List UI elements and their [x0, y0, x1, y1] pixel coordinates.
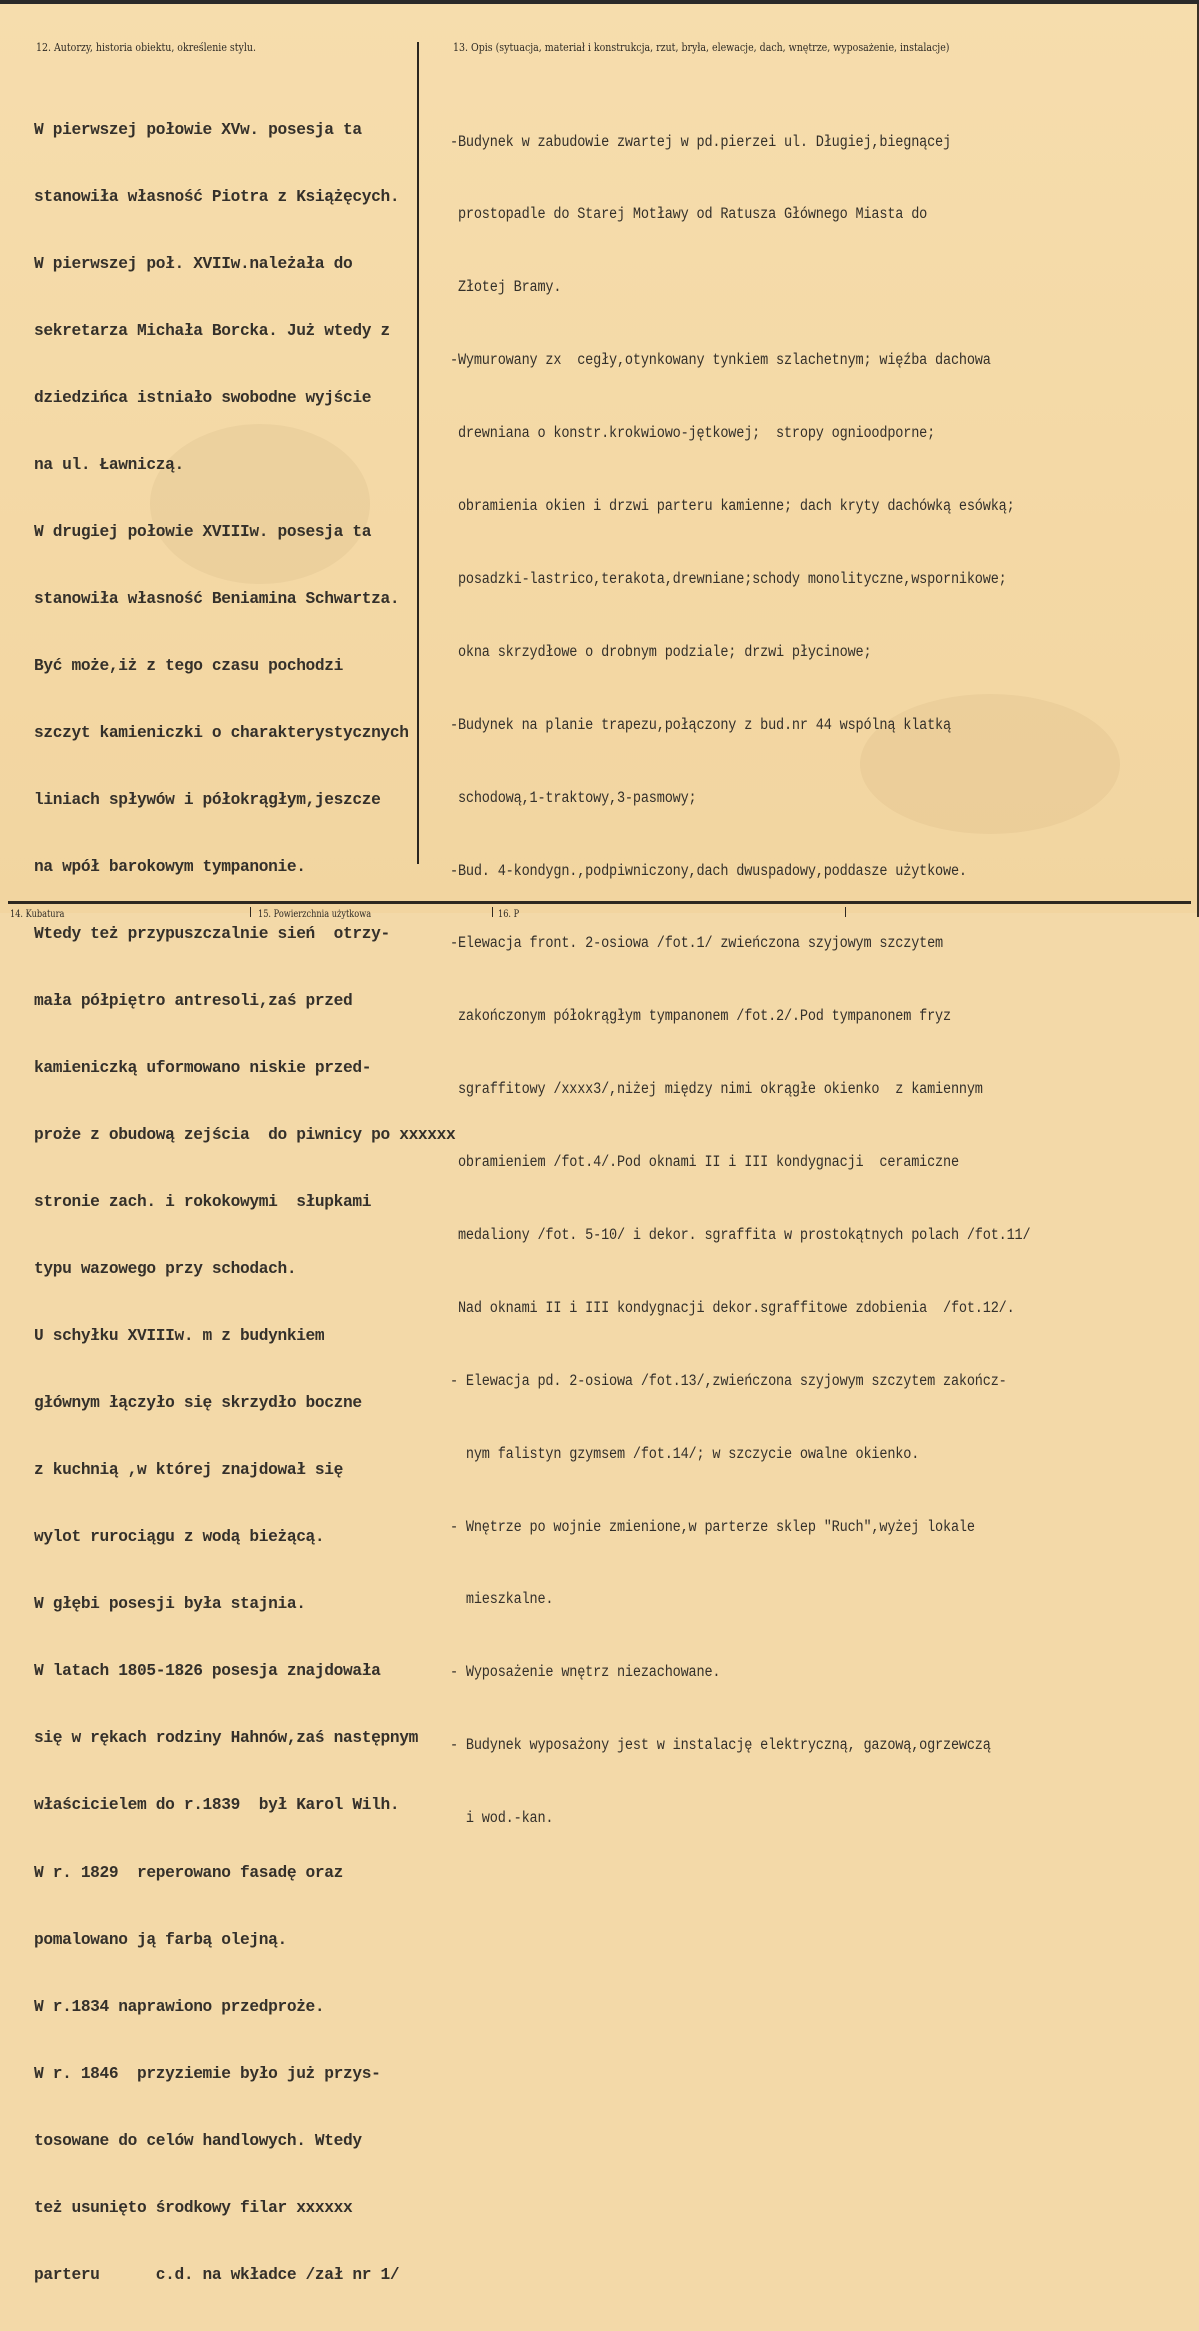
text-line: na wpół barokowym tympanonie. [34, 858, 306, 877]
text-line: W latach 1805-1826 posesja znajdowała [34, 1662, 381, 1681]
text-line: medaliony /fot. 5-10/ i dekor. sgraffita w prostokątnych polach /fot.11/ [450, 1225, 1031, 1244]
text-line: posadzki-lastrico,terakota,drewniane;schody monolityczne,wspornikowe; [450, 569, 1007, 588]
text-line: stronie zach. i rokokowymi słupkami [34, 1193, 372, 1212]
text-line: kamieniczką uformowano niskie przed- [34, 1059, 372, 1078]
text-line: pomalowano ją farbą olejną. [34, 1930, 287, 1949]
text-line: okna skrzydłowe o drobnym podziale; drzwi płycinowe; [450, 642, 872, 661]
text-line: - Elewacja pd. 2-osiowa /fot.13/,zwieńczona szyjowym szczytem zakończ- [450, 1371, 1007, 1390]
text-line: W r. 1829 reperowano fasadę oraz [34, 1863, 344, 1882]
text-line: się w rękach rodziny Hahnów,zaś następnym [34, 1729, 418, 1748]
text-line: stanowiła własność Piotra z Książęcych. [34, 187, 400, 206]
section-13-heading: 13. Opis (sytuacja, materiał i konstrukcja, rzut, bryła, elewacje, dach, wnętrze, wyposażenie, instalacje) [453, 40, 950, 54]
text-line: sgraffitowy /xxxx3/,niżej między nimi okrągłe okienko z kamiennym [450, 1080, 983, 1099]
bottom-column-divider [492, 907, 493, 917]
text-line: stanowiła własność Beniamina Schwartza. [34, 589, 400, 608]
text-line: Złotej Bramy. [450, 278, 562, 297]
section-12-heading: 12. Autorzy, historia obiektu, określenie stylu. [36, 40, 256, 54]
text-line: W drugiej połowie XVIIIw. posesja ta [34, 522, 372, 541]
text-line: zakończonym półokrągłym tympanonem /fot.2/.Pod tympanonem fryz [450, 1007, 951, 1026]
text-line: obramieniem /fot.4/.Pod oknami II i III kondygnacji ceramiczne [450, 1153, 959, 1172]
bottom-column-divider [845, 907, 846, 917]
history-text-block [34, 74, 455, 2331]
text-line: W r. 1846 przyziemie było już przys- [34, 2064, 381, 2083]
description-text-block [450, 81, 1030, 1879]
text-line: obramienia okien i drzwi parteru kamienne; dach kryty dachówką esówką; [450, 497, 1015, 516]
text-line: parteru c.d. na wkładce /zał nr 1/ [34, 2265, 400, 2284]
section-15-heading: 15. Powierzchnia użytkowa [258, 909, 372, 920]
text-line: -Budynek w zabudowie zwartej w pd.pierzei ul. Długiej,biegnącej [450, 132, 951, 151]
text-line: W r.1834 naprawiono przedproże. [34, 1997, 325, 2016]
text-line: dziedzińca istniało swobodne wyjście [34, 388, 372, 407]
text-line: mieszkalne. [450, 1590, 554, 1609]
text-line: - Wnętrze po wojnie zmienione,w parterze sklep "Ruch",wyżej lokale [450, 1517, 975, 1536]
text-line: Być może,iż z tego czasu pochodzi [34, 656, 344, 675]
text-line: drewniana o konstr.krokwiowo-jętkowej; stropy ognioodporne; [450, 424, 936, 443]
text-line: Nad oknami II i III kondygnacji dekor.sgraffitowe zdobienia /fot.12/. [450, 1298, 1015, 1317]
text-line: W pierwszej poł. XVIIw.należała do [34, 254, 353, 273]
text-line: tosowane do celów handlowych. Wtedy [34, 2131, 362, 2150]
text-line: prostopadle do Starej Motławy od Ratusza Głównego Miasta do [450, 205, 928, 224]
text-line: sekretarza Michała Borcka. Już wtedy z [34, 321, 390, 340]
bottom-rule [8, 901, 1191, 904]
text-line: W głębi posesji była stajnia. [34, 1595, 306, 1614]
text-line: właścicielem do r.1839 był Karol Wilh. [34, 1796, 400, 1815]
text-line: wylot rurociągu z wodą bieżącą. [34, 1528, 325, 1547]
text-line: typu wazowego przy schodach. [34, 1260, 297, 1279]
text-line: W pierwszej połowie XVw. posesja ta [34, 120, 362, 139]
text-line: głównym łączyło się skrzydło boczne [34, 1394, 362, 1413]
section-14-heading: 14. Kubatura [10, 909, 65, 920]
text-line: -Elewacja front. 2-osiowa /fot.1/ zwieńczona szyjowym szczytem [450, 934, 944, 953]
text-line: - Wyposażenie wnętrz niezachowane. [450, 1663, 721, 1682]
text-line: - Budynek wyposażony jest w instalację elektryczną, gazową,ogrzewczą [450, 1736, 991, 1755]
text-line: liniach spływów i półokrągłym,jeszcze [34, 791, 381, 809]
text-line: -Bud. 4-kondygn.,podpiwniczony,dach dwuspadowy,poddasze użytkowe. [450, 861, 967, 880]
text-line: na ul. Ławniczą. [34, 455, 184, 474]
text-line: Wtedy też przypuszczalnie sień otrzy- [34, 925, 390, 944]
text-line: z kuchnią ,w której znajdował się [34, 1461, 344, 1480]
text-line: szczyt kamieniczki o charakterystycznych [34, 723, 409, 742]
text-line: nym falistyn gzymsem /fot.14/; w szczycie owalne okienko. [450, 1444, 920, 1463]
bottom-column-divider [250, 907, 251, 917]
text-line: -Wymurowany zx cegły,otynkowany tynkiem szlachetnym; więźba dachowa [450, 351, 991, 370]
section-16-heading: 16. P [498, 909, 520, 920]
text-line: -Budynek na planie trapezu,połączony z bud.nr 44 wspólną klatką [450, 715, 951, 734]
text-line: schodową,1-traktowy,3-pasmowy; [450, 788, 697, 807]
text-line: U schyłku XVIIIw. m z budynkiem [34, 1327, 325, 1346]
text-line: proże z obudową zejścia do piwnicy po xxxxxx [34, 1126, 456, 1145]
text-line: mała półpiętro antresoli,zaś przed [34, 992, 353, 1011]
text-line: też usunięto środkowy filar xxxxxx [34, 2198, 353, 2217]
text-line: i wod.-kan. [450, 1809, 554, 1828]
